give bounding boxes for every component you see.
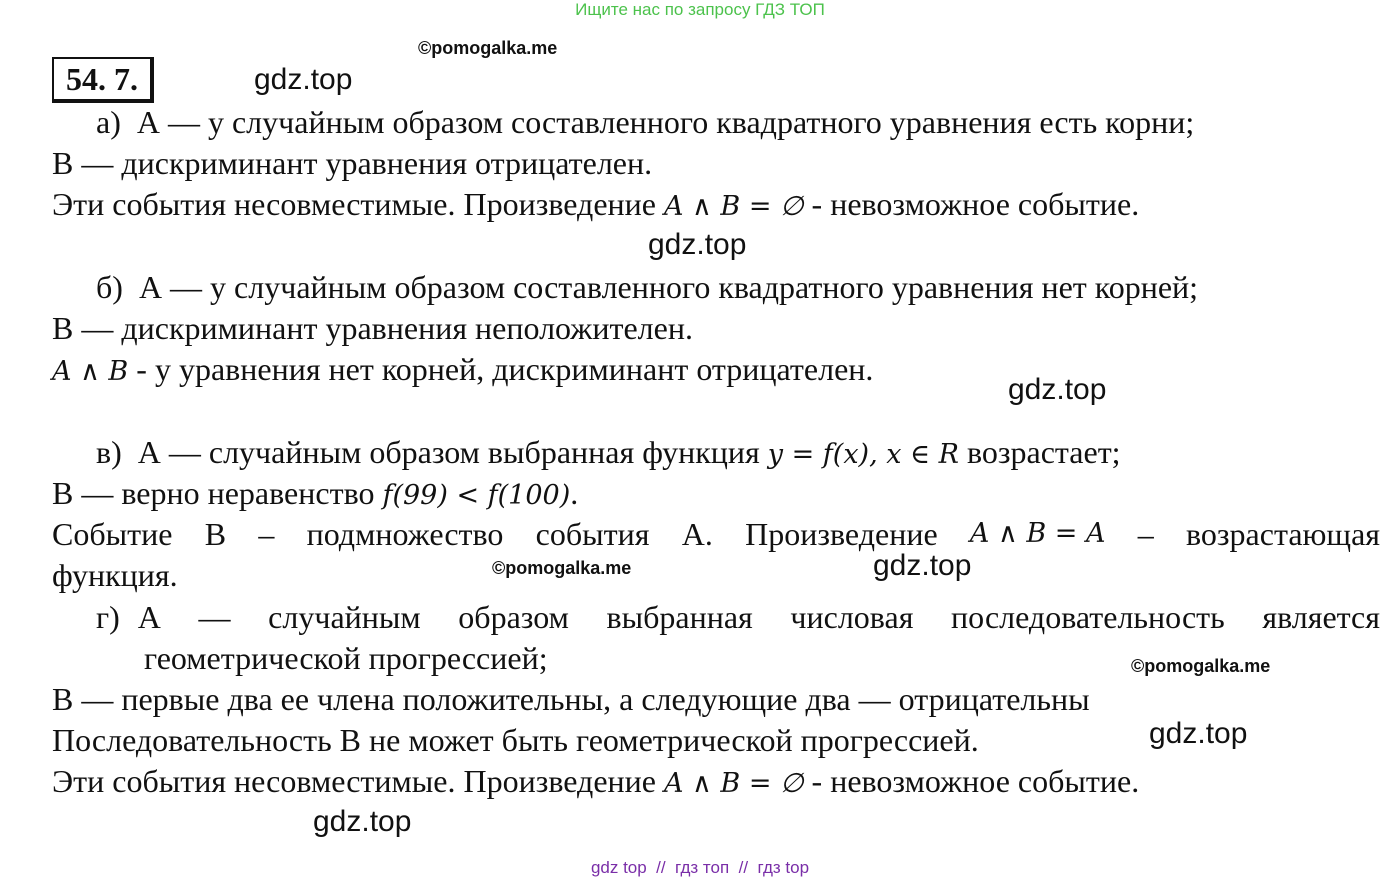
text: В — верно неравенство <box>52 475 383 511</box>
item-b-line-1 <box>96 269 1198 305</box>
word: А. <box>681 516 713 552</box>
item-a-line-3 <box>52 186 1139 225</box>
word: последовательность <box>951 599 1225 635</box>
exercise-number: 54. 7. <box>52 57 154 103</box>
text: - невозможное событие. <box>803 763 1140 799</box>
word: Событие <box>52 516 173 552</box>
justified-text <box>138 599 1380 635</box>
pomogalka-watermark: ©pomogalka.me <box>492 558 632 578</box>
word: – <box>258 516 275 552</box>
pomogalka-watermark: ©pomogalka.me <box>418 38 558 58</box>
word: А <box>137 599 161 635</box>
item-label: а) <box>96 104 121 140</box>
item-d-line-3: В — первые два ее члена положительны, а следующие два — отрицательны <box>52 681 1090 717</box>
math-expression: A ∧ B = ∅ <box>663 191 804 222</box>
text: возрастает; <box>958 434 1121 470</box>
word: Произведение <box>745 516 938 552</box>
gdz-watermark: gdz.top <box>873 549 972 582</box>
item-label: в) <box>96 434 122 470</box>
text: . <box>570 475 579 511</box>
word: — <box>198 599 231 635</box>
math-expression: A ∧ B = A <box>969 518 1106 549</box>
item-d-line-4: Последовательность В не может быть геометрической прогрессией. <box>52 722 979 758</box>
item-a-line-2: В — дискриминант уравнения отрицателен. <box>52 145 653 181</box>
word: события <box>535 516 650 552</box>
item-c-line-2 <box>52 475 578 514</box>
gdz-watermark: gdz.top <box>1008 373 1107 406</box>
item-c-line-3 <box>52 516 1380 552</box>
text: - невозможное событие. <box>803 186 1140 222</box>
item-b-line-2: В — дискриминант уравнения неположителен. <box>52 310 693 346</box>
word: выбранная <box>606 599 753 635</box>
item-d-line-1 <box>96 599 1380 635</box>
word: В <box>204 516 227 552</box>
text: А — у случайным образом составленного квадратного уравнения нет корней; <box>138 269 1199 305</box>
footer-watermark: gdz top // гдз топ // гдз top <box>590 858 810 877</box>
item-c-line-1 <box>96 434 1121 473</box>
word: подмножество <box>306 516 504 552</box>
text: Эти события несовместимые. Произведение <box>52 763 664 799</box>
top-watermark: Ищите нас по запросу ГДЗ ТОП <box>575 0 825 19</box>
text: А — случайным образом выбранная функция <box>137 434 768 470</box>
text: - у уравнения нет корней, дискриминант отрицателен. <box>128 351 874 387</box>
item-b-line-3 <box>52 351 873 390</box>
math-expression: A ∧ B = ∅ <box>663 768 804 799</box>
math-expression: A ∧ B <box>52 356 129 387</box>
word: – <box>1137 516 1154 552</box>
item-label: б) <box>96 269 123 305</box>
math-expression: y = f(x), x ∈ R <box>767 439 959 470</box>
item-a-line-1 <box>96 104 1194 140</box>
math-expression: f(99) < f(100) <box>382 480 571 511</box>
word: случайным <box>268 599 421 635</box>
word: возрастающая <box>1186 516 1380 552</box>
item-label: г) <box>96 599 120 635</box>
gdz-watermark: gdz.top <box>1149 717 1248 750</box>
item-d-line-5 <box>52 763 1139 802</box>
gdz-watermark: gdz.top <box>313 805 412 838</box>
word: числовая <box>790 599 914 635</box>
text: Эти события несовместимые. Произведение <box>52 186 664 222</box>
item-c-line-4: функция. <box>52 557 178 593</box>
word: образом <box>458 599 569 635</box>
pomogalka-watermark: ©pomogalka.me <box>1131 656 1271 676</box>
text: А — у случайным образом составленного квадратного уравнения есть корни; <box>136 104 1195 140</box>
gdz-watermark: gdz.top <box>254 63 353 96</box>
word: является <box>1262 599 1380 635</box>
gdz-watermark: gdz.top <box>648 228 747 261</box>
item-d-line-2: геометрической прогрессией; <box>144 640 548 676</box>
